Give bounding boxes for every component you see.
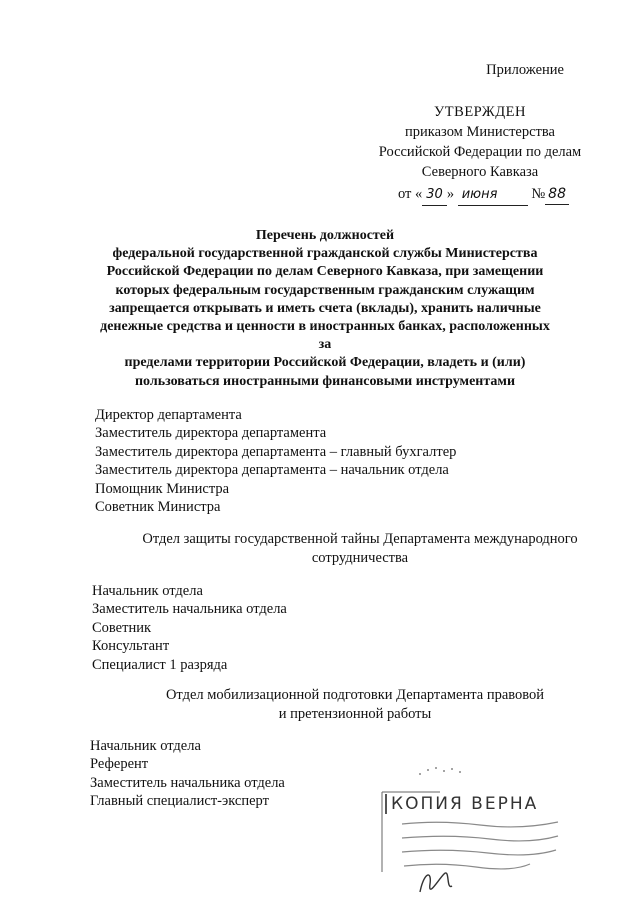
title-line-7: пределами территории Российской Федерации, владеть и (или) [124,355,526,371]
title-line-6: денежные средства и ценности в иностранных банках, расположенных за [100,319,550,353]
date-number-line [340,184,620,206]
title-line-3: Российской Федерации по делам Северного Кавказа, при замещении [106,264,544,280]
document-title [95,227,555,391]
date-prefix: от « [398,186,423,202]
number-prefix: № [527,186,546,202]
section-heading-line: и претензионной работы [278,706,432,722]
order-line-3: Северного Кавказа [421,164,539,180]
list-item: Советник Министра [95,499,221,516]
list-item: Заместитель директора департамента [95,425,327,442]
title-line-5: запрещается открывать и иметь счета (вклады), хранить наличные [109,300,541,316]
signature-scribble [420,873,452,892]
section-heading-secrecy [100,530,620,568]
stamp-title: КОПИЯ ВЕРНА [385,794,542,814]
list-item: Референт [90,756,149,773]
list-item: Специалист 1 разряда [92,656,228,673]
list-item: Советник [92,619,152,636]
section-heading-line: Отдел мобилизационной подготовки Департамента правовой [165,687,545,703]
list-item: Начальник отдела [90,738,201,754]
section-heading-line: сотрудничества [311,550,409,566]
list-item: Помощник Министра [95,480,230,497]
date-month: июня [458,185,528,206]
list-item: Директор департамента [95,407,242,423]
order-line-2: Российской Федерации по делам [378,144,582,160]
positions-list-mobilization [90,737,285,811]
date-day: 30 [422,185,447,206]
certified-copy-stamp [380,762,570,902]
approval-block [340,60,620,206]
list-item: Главный специалист-эксперт [90,793,269,810]
appendix-label: Приложение [486,62,564,78]
list-item: Заместитель директора департамента – главный бухгалтер [95,443,457,460]
list-item: Консультант [92,638,170,655]
approved-label: УТВЕРЖДЕН [434,104,526,120]
title-line-2: федеральной государственной гражданской службы Министерства [112,246,538,262]
title-line-8: пользоваться иностранными финансовыми инструментами [134,373,516,389]
title-line-4: которых федеральным государственным гражданским служащим [115,282,535,298]
list-item: Заместитель директора департамента – начальник отдела [95,462,449,479]
title-line-1: Перечень должностей [255,228,395,243]
order-number: 88 [545,184,569,205]
positions-list-secrecy [92,582,287,674]
list-item: Заместитель начальника отдела [92,601,287,618]
list-item: Заместитель начальника отдела [90,774,285,791]
list-item: Начальник отдела [92,583,203,599]
stamp-dots [419,767,461,775]
section-heading-mobilization [110,686,600,724]
stamp-smudged-lines [402,822,558,869]
positions-list-department [95,406,456,516]
section-heading-line: Отдел защиты государственной тайны Департамента международного [142,531,578,547]
order-line-1: приказом Министерства [405,124,555,140]
date-mid: » [446,186,458,202]
